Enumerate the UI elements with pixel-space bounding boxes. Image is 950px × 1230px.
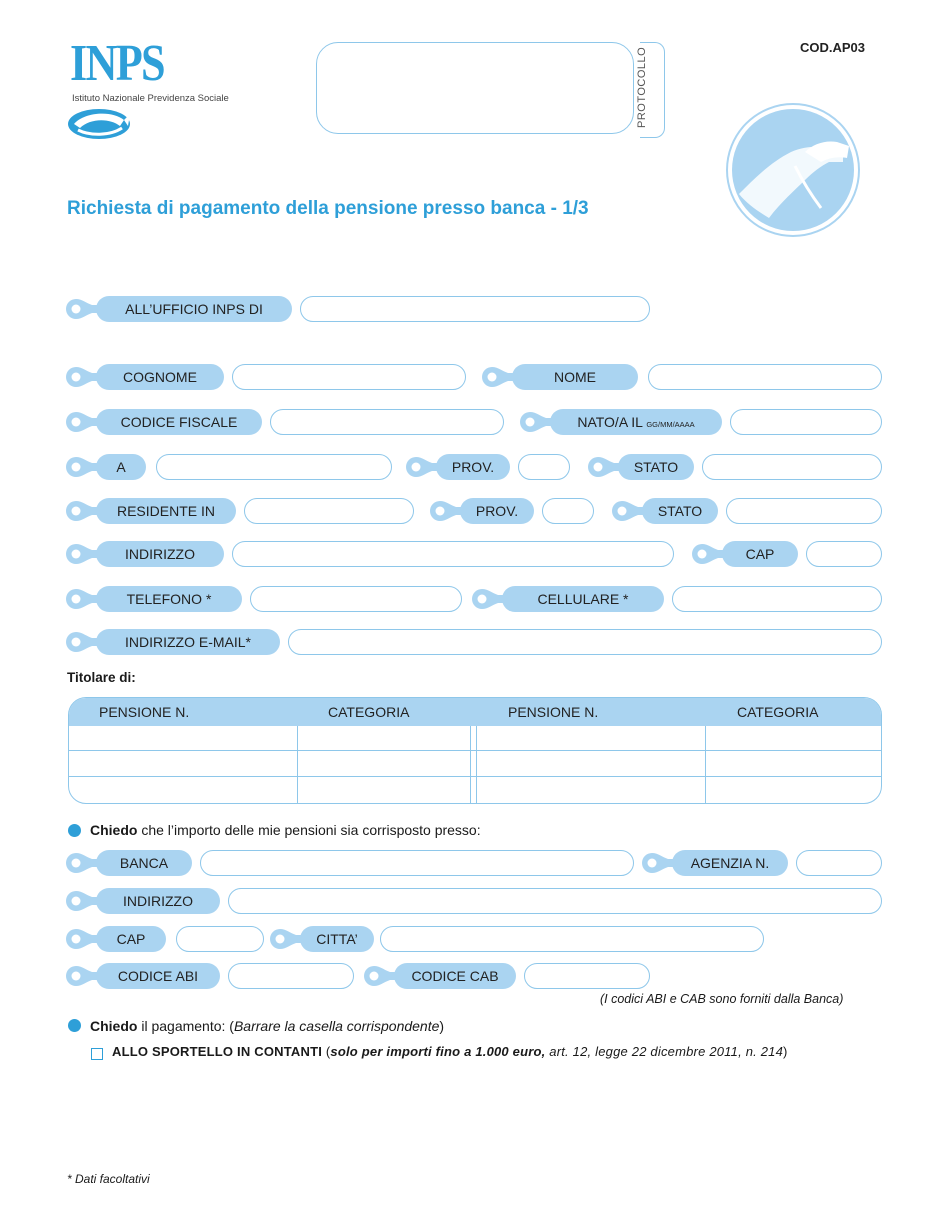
chiedo2-italic: Barrare la casella corrispondente	[233, 1018, 440, 1034]
stato-nascita-field[interactable]	[702, 454, 882, 480]
chiedo2-close: )	[439, 1018, 445, 1034]
indirizzo-banca-field[interactable]	[228, 888, 882, 914]
inps-logo: INPS	[70, 35, 164, 92]
banca-field[interactable]	[200, 850, 634, 876]
field-knob-icon	[642, 850, 674, 876]
field-knob-icon	[66, 409, 98, 435]
pension-table	[68, 697, 882, 804]
contanti-close: )	[783, 1044, 788, 1059]
protocol-box[interactable]	[316, 42, 634, 134]
field-knob-icon	[66, 454, 98, 480]
date-format-hint: GG/MM/AAAA	[646, 420, 695, 429]
label-residente-in: RESIDENTE IN	[96, 498, 236, 524]
nato-il-text: NATO/A IL	[577, 414, 643, 430]
label-a: A	[96, 454, 146, 480]
agenzia-field[interactable]	[796, 850, 882, 876]
indirizzo-field[interactable]	[232, 541, 674, 567]
citta-field[interactable]	[380, 926, 764, 952]
option-contanti	[112, 1044, 788, 1059]
field-knob-icon	[364, 963, 396, 989]
field-knob-icon	[520, 409, 552, 435]
abi-cab-note: (I codici ABI e CAB sono forniti dalla Banca)	[600, 992, 844, 1006]
label-agenzia: AGENZIA N.	[672, 850, 788, 876]
codice-fiscale-field[interactable]	[270, 409, 504, 435]
logo-subtitle: Istituto Nazionale Previdenza Sociale	[72, 93, 229, 104]
label-telefono: TELEFONO *	[96, 586, 242, 612]
field-knob-icon	[692, 541, 724, 567]
bullet-icon	[68, 824, 81, 837]
nome-field[interactable]	[648, 364, 882, 390]
ufficio-field[interactable]	[300, 296, 650, 322]
titolare-heading: Titolare di:	[67, 670, 136, 685]
label-nome: NOME	[512, 364, 638, 390]
label-stato: STATO	[618, 454, 694, 480]
contanti-bold-italic: solo per importi fino a 1.000 euro,	[330, 1044, 546, 1059]
handshake-icon	[725, 96, 861, 244]
col-divider	[297, 726, 298, 803]
contanti-italic: art. 12, legge 22 dicembre 2011, n. 214	[549, 1044, 784, 1059]
protocol-label: PROTOCOLLO	[636, 46, 648, 128]
field-knob-icon	[482, 364, 514, 390]
label-ufficio: ALL’UFFICIO INPS DI	[96, 296, 292, 322]
col-divider	[705, 726, 706, 803]
field-knob-icon	[66, 364, 98, 390]
bullet-icon	[68, 1019, 81, 1032]
cellulare-field[interactable]	[672, 586, 882, 612]
residenza-field[interactable]	[244, 498, 414, 524]
prov-residenza-field[interactable]	[542, 498, 594, 524]
cognome-field[interactable]	[232, 364, 466, 390]
col-pensione-2: PENSIONE N.	[508, 704, 599, 720]
codice-cab-field[interactable]	[524, 963, 650, 989]
cap-field[interactable]	[806, 541, 882, 567]
field-knob-icon	[406, 454, 438, 480]
label-prov: PROV.	[436, 454, 510, 480]
chiedo-line-2	[90, 1018, 444, 1034]
field-knob-icon	[66, 296, 98, 322]
cap-banca-field[interactable]	[176, 926, 264, 952]
chiedo2-text: il pagamento: (	[141, 1018, 234, 1034]
label-banca: BANCA	[96, 850, 192, 876]
telefono-field[interactable]	[250, 586, 462, 612]
codice-abi-field[interactable]	[228, 963, 354, 989]
label-nato-il	[550, 409, 722, 435]
stato-residenza-field[interactable]	[726, 498, 882, 524]
field-knob-icon	[588, 454, 620, 480]
contanti-bold: ALLO SPORTELLO IN CONTANTI	[112, 1044, 323, 1059]
chiedo-bold: Chiedo	[90, 822, 138, 838]
label-prov-residenza: PROV.	[460, 498, 534, 524]
label-codice-fiscale: CODICE FISCALE	[96, 409, 262, 435]
col-categoria-1: CATEGORIA	[328, 704, 410, 720]
field-knob-icon	[472, 586, 504, 612]
label-cellulare: CELLULARE *	[502, 586, 664, 612]
chiedo-line-1	[90, 822, 481, 838]
contanti-open: (	[325, 1044, 331, 1059]
row-divider	[69, 776, 881, 777]
label-indirizzo: INDIRIZZO	[96, 541, 224, 567]
label-cognome: COGNOME	[96, 364, 224, 390]
form-code: COD.AP03	[800, 40, 866, 55]
inps-swirl-icon	[66, 106, 136, 142]
prov-nascita-field[interactable]	[518, 454, 570, 480]
field-knob-icon	[270, 926, 302, 952]
label-citta: CITTA’	[300, 926, 374, 952]
label-indirizzo-banca: INDIRIZZO	[96, 888, 220, 914]
email-field[interactable]	[288, 629, 882, 655]
page-title: Richiesta di pagamento della pensione presso banca - 1/3	[67, 198, 589, 219]
field-knob-icon	[66, 629, 98, 655]
col-divider	[476, 726, 477, 803]
label-stato-residenza: STATO	[642, 498, 718, 524]
field-knob-icon	[66, 850, 98, 876]
col-pensione-1: PENSIONE N.	[99, 704, 190, 720]
field-knob-icon	[66, 498, 98, 524]
contanti-checkbox[interactable]	[91, 1048, 103, 1060]
row-divider	[69, 750, 881, 751]
field-knob-icon	[66, 541, 98, 567]
field-knob-icon	[430, 498, 462, 524]
footnote: * Dati facoltativi	[67, 1172, 150, 1186]
data-nascita-field[interactable]	[730, 409, 882, 435]
luogo-nascita-field[interactable]	[156, 454, 392, 480]
field-knob-icon	[66, 888, 98, 914]
col-divider	[470, 726, 471, 803]
col-categoria-2: CATEGORIA	[737, 704, 819, 720]
label-codice-cab: CODICE CAB	[394, 963, 516, 989]
label-cap: CAP	[722, 541, 798, 567]
label-email: INDIRIZZO E-MAIL*	[96, 629, 280, 655]
label-cap-banca: CAP	[96, 926, 166, 952]
field-knob-icon	[66, 586, 98, 612]
field-knob-icon	[66, 926, 98, 952]
chiedo-text: che l’importo delle mie pensioni sia corrisposto presso:	[141, 822, 481, 838]
field-knob-icon	[66, 963, 98, 989]
label-codice-abi: CODICE ABI	[96, 963, 220, 989]
chiedo2-bold: Chiedo	[90, 1018, 138, 1034]
field-knob-icon	[612, 498, 644, 524]
